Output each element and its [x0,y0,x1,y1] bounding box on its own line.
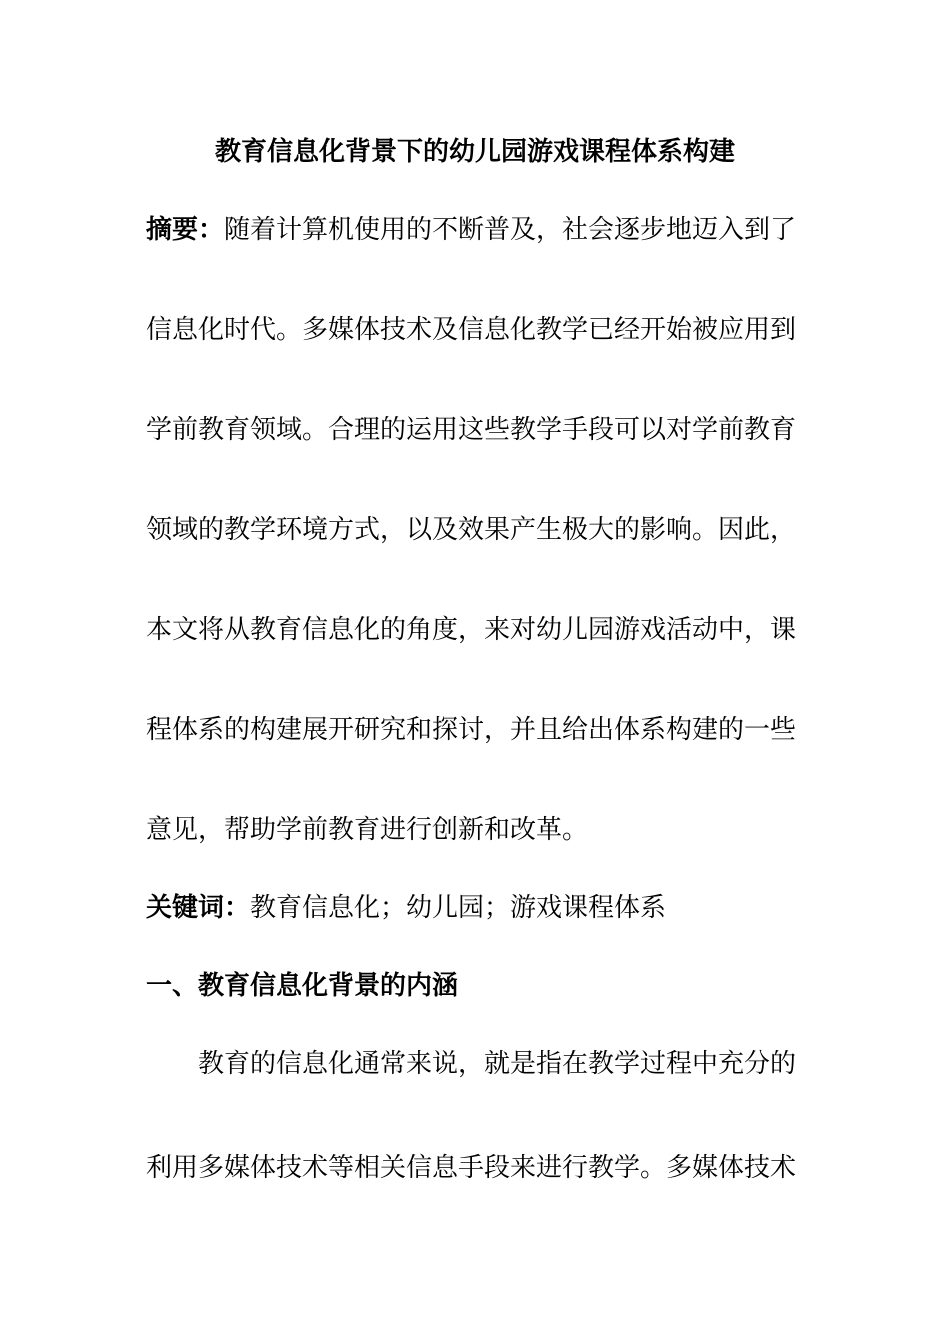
abstract-line-4: 领域的教学环境方式，以及效果产生极大的影响。因此， [146,515,797,545]
document-title: 教育信息化背景下的幼儿园游戏课程体系构建 [214,137,735,167]
abstract-line-3: 学前教育领域。合理的运用这些教学手段可以对学前教育 [146,415,797,445]
abstract-line-7: 意见，帮助学前教育进行创新和改革。 [146,815,589,845]
section-paragraph-line-2: 利用多媒体技术等相关信息手段来进行教学。多媒体技术 [146,1153,797,1183]
abstract-line-6: 程体系的构建展开研究和探讨，并且给出体系构建的一些 [146,715,797,745]
keywords-label: 关键词： [146,893,251,923]
keywords-text: 教育信息化；幼儿园；游戏课程体系 [250,893,667,923]
abstract-text: 随着计算机使用的不断普及，社会逐步地迈入到了 [224,215,797,245]
abstract-line-5: 本文将从教育信息化的角度，来对幼儿园游戏活动中，课 [146,615,797,645]
abstract-line-2: 信息化时代。多媒体技术及信息化教学已经开始被应用到 [146,315,797,345]
abstract-label: 摘要： [146,215,225,245]
section-heading: 一、教育信息化背景的内涵 [146,971,459,1001]
keywords-line [146,890,806,926]
abstract-line-1 [146,212,806,248]
section-paragraph-line-1: 教育的信息化通常来说，就是指在教学过程中充分的 [198,1049,797,1079]
